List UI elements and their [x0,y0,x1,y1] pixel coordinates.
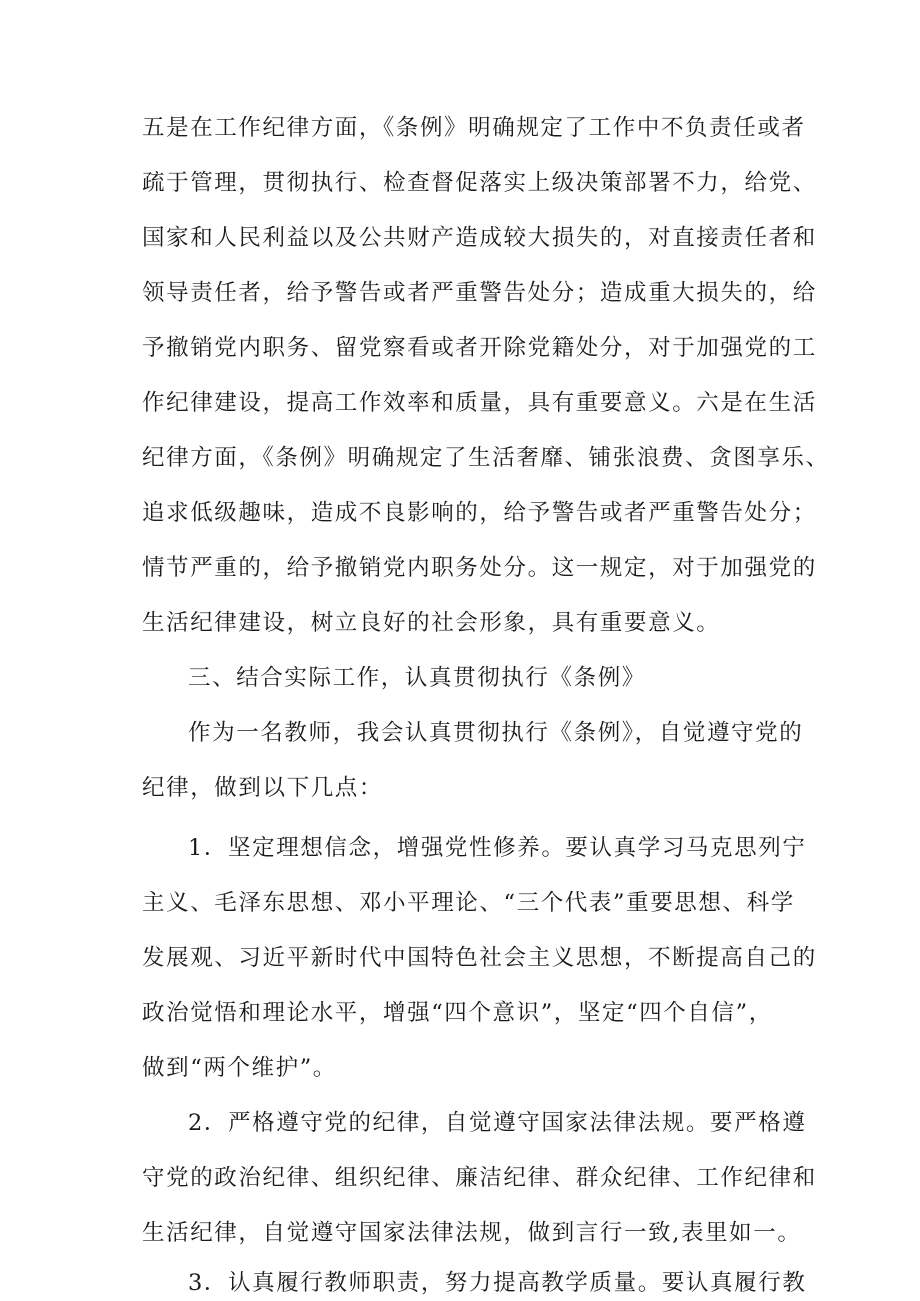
paragraph-line-1: 五是在工作纪律方面，《条例》明确规定了工作中不负责任或者 [142,115,806,141]
paragraph-line-13: 纪律，做到以下几点： [142,775,384,801]
paragraph-line-8: 追求低级趣味，造成不良影响的，给予警告或者严重警告处分； [142,500,817,526]
list-item-2-line-3: 生活纪律，自觉遵守国家法律法规，做到言行一致,表里如一。 [142,1220,802,1246]
paragraph-line-7: 纪律方面，《条例》明确规定了生活奢靡、铺张浪费、贪图享乐、 [142,445,830,471]
paragraph-line-12: 作为一名教师，我会认真贯彻执行《条例》，自觉遵守党的 [188,720,804,746]
list-item-1-line-2: 主义、毛泽东思想、邓小平理论、“三个代表”重要思想、科学 [142,890,795,916]
list-item-1-line-1: 1．坚定理想信念，增强党性修养。要认真学习马克思列宁 [188,835,807,861]
paragraph-line-2: 疏于管理，贯彻执行、检查督促落实上级决策部署不力，给党、 [142,170,817,196]
list-item-3-line-1: 3．认真履行教师职责，努力提高教学质量。要认真履行教 [188,1270,807,1296]
paragraph-line-5: 予撤销党内职务、留党察看或者开除党籍处分，对于加强党的工 [142,335,817,361]
list-item-1-line-3: 发展观、习近平新时代中国特色社会主义思想，不断提高自己的 [142,945,817,971]
list-item-1-line-5: 做到“两个维护”。 [142,1055,337,1081]
paragraph-line-3: 国家和人民利益以及公共财产造成较大损失的，对直接责任者和 [142,225,817,251]
list-item-2-line-1: 2．严格遵守党的纪律，自觉遵守国家法律法规。要严格遵 [188,1110,807,1136]
paragraph-line-6: 作纪律建设，提高工作效率和质量，具有重要意义。六是在生活 [142,390,817,416]
list-item-2-line-2: 守党的政治纪律、组织纪律、廉洁纪律、群众纪律、工作纪律和 [142,1165,817,1191]
list-item-1-line-4: 政治觉悟和理论水平，增强“四个意识”，坚定“四个自信”， [142,1000,773,1026]
paragraph-line-10: 生活纪律建设，树立良好的社会形象，具有重要意义。 [142,610,721,636]
paragraph-line-9: 情节严重的，给予撤销党内职务处分。这一规定，对于加强党的 [142,555,817,581]
paragraph-line-4: 领导责任者，给予警告或者严重警告处分；造成重大损失的，给 [142,280,817,306]
section-heading: 三、结合实际工作，认真贯彻执行《条例》 [188,665,646,691]
